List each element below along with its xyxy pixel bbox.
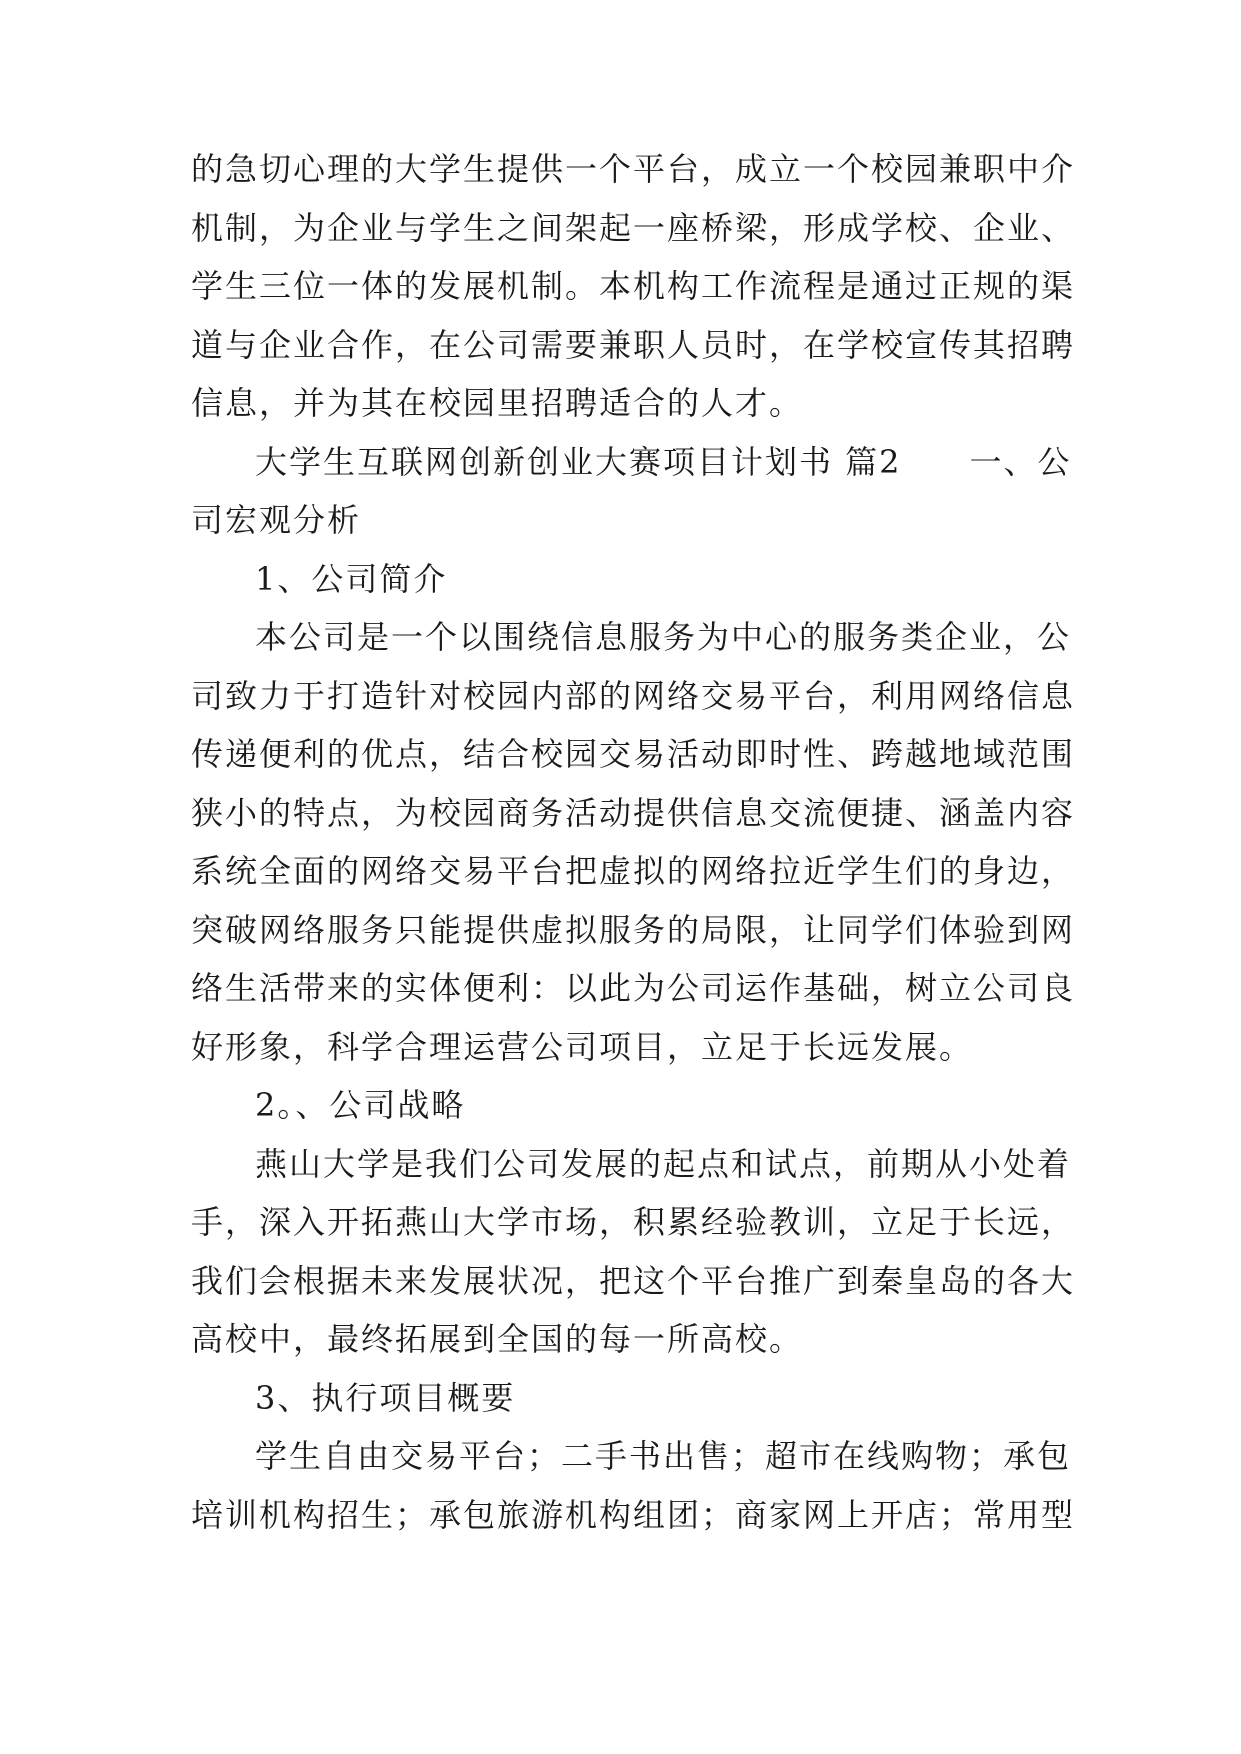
text-line: 信息，并为其在校园里招聘适合的人才。 bbox=[191, 384, 804, 422]
text-line: 学生三位一体的发展机制。本机构工作流程是通过正规的渠 bbox=[191, 267, 1076, 305]
subsection-heading: 1、公司简介 bbox=[255, 559, 448, 598]
text-line: 络生活带来的实体便利：以此为公司运作基础，树立公司良 bbox=[191, 969, 1076, 1007]
text-line: 本公司是一个以围绕信息服务为中心的服务类企业，公 bbox=[255, 618, 1072, 656]
section-heading-line: 大学生互联网创新创业大赛项目计划书 篇2 一、公 bbox=[255, 442, 1072, 481]
text-line: 机制，为企业与学生之间架起一座桥梁，形成学校、企业、 bbox=[191, 208, 1076, 247]
document-body bbox=[191, 140, 1076, 1544]
text-line: 传递便利的优点，结合校园交易活动即时性、跨越地域范围 bbox=[191, 735, 1076, 773]
text-line: 我们会根据未来发展状况，把这个平台推广到秦皇岛的各大 bbox=[191, 1261, 1076, 1300]
text-line: 道与企业合作，在公司需要兼职人员时，在学校宣传其招聘 bbox=[191, 325, 1076, 364]
text-line: 燕山大学是我们公司发展的起点和试点，前期从小处着 bbox=[255, 1144, 1072, 1183]
text-line: 培训机构招生；承包旅游机构组团；商家网上开店；常用型 bbox=[191, 1495, 1076, 1534]
text-line: 手，深入开拓燕山大学市场，积累经验教训，立足于长远， bbox=[191, 1203, 1076, 1241]
text-line: 高校中，最终拓展到全国的每一所高校。 bbox=[191, 1320, 804, 1358]
text-line: 学生自由交易平台；二手书出售；超市在线购物；承包 bbox=[255, 1437, 1072, 1475]
text-line: 司致力于打造针对校园内部的网络交易平台，利用网络信息 bbox=[191, 676, 1076, 715]
subsection-heading: 2。、公司战略 bbox=[255, 1086, 466, 1124]
section-heading-line: 司宏观分析 bbox=[191, 501, 362, 539]
text-line: 突破网络服务只能提供虚拟服务的局限，让同学们体验到网 bbox=[191, 910, 1076, 949]
text-line: 狭小的特点，为校园商务活动提供信息交流便捷、涵盖内容 bbox=[191, 793, 1076, 832]
text-line: 的急切心理的大学生提供一个平台，成立一个校园兼职中介 bbox=[191, 150, 1076, 188]
text-line: 好形象，科学合理运营公司项目，立足于长远发展。 bbox=[191, 1027, 974, 1066]
subsection-heading: 3、执行项目概要 bbox=[255, 1378, 516, 1417]
text-line: 系统全面的网络交易平台把虚拟的网络拉近学生们的身边， bbox=[191, 852, 1076, 890]
